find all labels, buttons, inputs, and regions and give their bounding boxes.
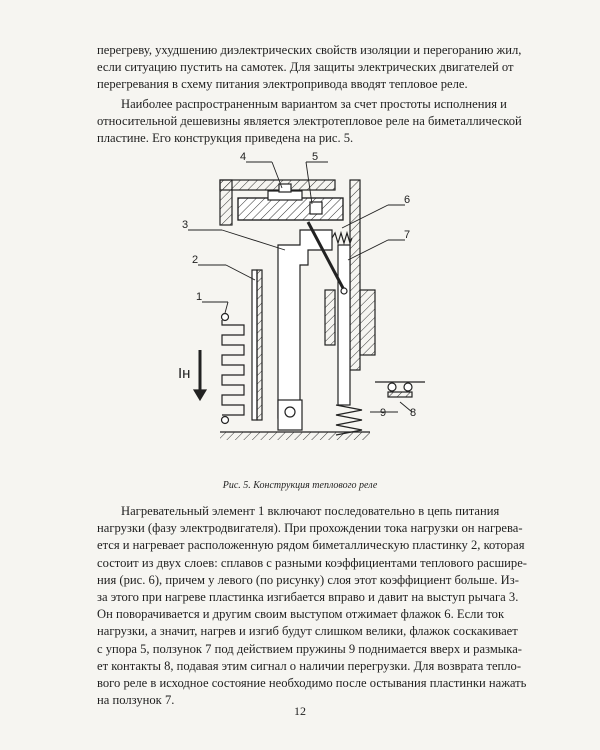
- paragraph-intro: [97, 96, 531, 148]
- text-line: за этого при нагреве пластинка изгибается вправо и давит на выступ рычага 3.: [97, 590, 519, 605]
- text-line: относительной дешевизны является электротепловое реле на биметаллической: [97, 114, 522, 129]
- paragraph-body: [97, 503, 531, 709]
- page-number: 12: [294, 704, 306, 718]
- slider-7: [338, 245, 350, 405]
- label-6: 6: [404, 194, 411, 206]
- text-line: ния (рис. 6), причем у левого (по рисунку) слоя этот коэффициент больше. Из-: [97, 572, 519, 587]
- text-line: Наиболее распространенным вариантом за счет простоты исполнения и: [121, 97, 507, 111]
- lever-3: [278, 230, 332, 418]
- label-3: 3: [182, 219, 189, 231]
- heating-element-1: [222, 320, 244, 415]
- stop-block: [325, 290, 335, 345]
- right-frame: [350, 180, 375, 370]
- flag-pivot: [341, 288, 347, 294]
- label-4: 4: [240, 151, 247, 163]
- current-arrowhead: [194, 390, 206, 400]
- text-line: нагрузки (фазу электродвигателя). При прохождении тока нагрузки он нагрева-: [97, 521, 523, 536]
- current-label: Iн: [178, 365, 191, 382]
- text-line: на ползунок 7.: [97, 693, 175, 708]
- bimetal-plate-layer: [257, 270, 262, 420]
- thermal-relay-diagram: [160, 150, 470, 460]
- label-8: 8: [410, 407, 417, 419]
- text-line: с упора 5, ползунок 7 под действием пружины 9 поднимается вверх и размыка-: [97, 641, 522, 656]
- terminal-top: [222, 314, 229, 321]
- text-line: нагрузки, а значит, нагрев и изгиб будут слишком велики, флажок соскакивает: [97, 624, 518, 639]
- label-9: 9: [380, 407, 387, 419]
- return-spring: [332, 233, 352, 243]
- contacts-8: [375, 382, 425, 397]
- label-7: 7: [404, 229, 411, 241]
- text-line: ет контакты 8, подавая этим сигнал о наличии перегрузки. Для возврата тепло-: [97, 658, 522, 673]
- label-2: 2: [192, 254, 199, 266]
- text-line: перегреву, ухудшению диэлектрических свойств изоляции и перегоранию жил,: [97, 43, 522, 57]
- bimetal-plate-2: [252, 270, 257, 420]
- text-line: вого реле в исходное состояние необходимо после остывания пластинки нажать: [97, 676, 527, 691]
- text-line: Нагревательный элемент 1 включают последовательно в цепь питания: [121, 504, 500, 518]
- text-line: если ситуацию пустить на самотек. Для защиты электрических двигателей от: [97, 60, 514, 75]
- text-line: пластине. Его конструкция приведена на рис. 5.: [97, 131, 354, 146]
- label-5: 5: [312, 151, 319, 163]
- paragraph-top: [97, 42, 531, 94]
- pivot-pin: [285, 407, 295, 417]
- text-line: Он поворачивается и другим своим выступом отжимает флажок 6. Если ток: [97, 607, 505, 622]
- text-line: перегревания в схему питания электропривода вводят тепловое реле.: [97, 77, 468, 92]
- figure-caption: Рис. 5. Конструкция теплового реле: [222, 480, 378, 491]
- label-1: 1: [196, 291, 203, 303]
- terminal-bottom: [222, 417, 229, 424]
- text-line: состоит из двух слоев: сплавов с разными коэффициентами теплового расшире-: [97, 555, 527, 570]
- spring-9: [336, 405, 362, 435]
- text-line: ется и нагревает расположенную рядом биметаллическую пластинку 2, которая: [97, 538, 525, 553]
